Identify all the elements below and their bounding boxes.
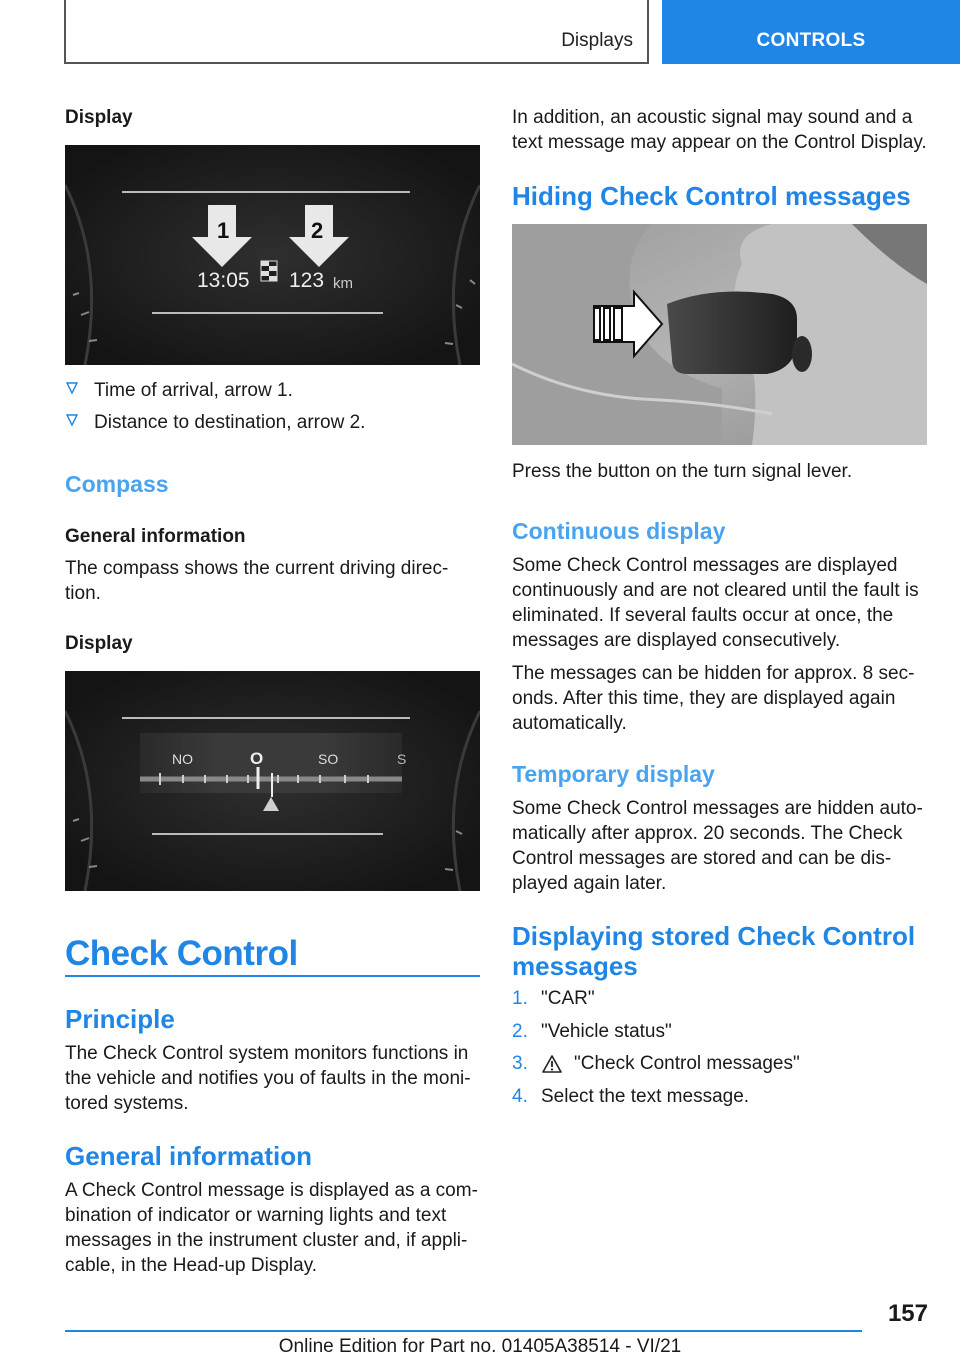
page-number: 157 xyxy=(887,1300,928,1327)
intro-text: In addition, an acoustic signal may sound and a text message may appear on the Control Display. xyxy=(512,107,927,153)
general-information-subheading: General information xyxy=(65,526,246,547)
continuous-display-heading: Continuous display xyxy=(512,518,726,544)
list-item: 4. Select the text message. xyxy=(512,1086,750,1107)
list-item: 2. "Vehicle status" xyxy=(512,1021,672,1042)
title-rule xyxy=(65,975,480,977)
principle-text: The Check Control system monitors functions in the vehicle and notifies you of faults in the moni- tored systems. xyxy=(65,1043,471,1114)
compass-display-image xyxy=(65,671,480,891)
stored-messages-heading: Displaying stored Check Control messages xyxy=(512,921,916,981)
header-chapter-title: CONTROLS xyxy=(756,30,866,51)
compass-heading: Compass xyxy=(65,471,169,497)
hiding-messages-heading: Hiding Check Control messages xyxy=(512,181,911,211)
arrow-1-label: 1 xyxy=(217,218,230,243)
bullet-item: Distance to destination, arrow 2. xyxy=(65,410,480,435)
distance-readout: 123 xyxy=(289,269,325,292)
header-section-title: Displays xyxy=(561,30,633,51)
triangle-bullet-icon xyxy=(65,413,79,427)
header-chapter-tab xyxy=(662,0,960,64)
continuous-display-text-2: The messages can be hidden for approx. 8 sec- onds. After this time, they are displayed again automatically. xyxy=(512,663,915,734)
header-section-box xyxy=(64,0,649,64)
arrival-time-readout: 13:05 xyxy=(197,269,250,292)
list-item: 1. "CAR" xyxy=(512,988,595,1009)
list-item: 3. "Check Control messages" xyxy=(512,1053,800,1074)
compass-label-no: NO xyxy=(172,751,193,767)
press-button-text: Press the button on the turn signal lever. xyxy=(512,461,853,482)
compass-description: The compass shows the current driving direc- tion. xyxy=(65,558,449,604)
display-heading-2: Display xyxy=(65,633,133,654)
general-information-heading: General information xyxy=(65,1141,313,1171)
navigation-display-image xyxy=(65,145,480,365)
continuous-display-text-1: Some Check Control messages are displayed continuously and are not cleared until the fault is eliminated. If several faults occur at once, the messages are displayed consecutively. xyxy=(512,555,919,651)
triangle-bullet-icon xyxy=(65,381,79,395)
compass-label-s: S xyxy=(397,751,407,767)
compass-label-o: O xyxy=(250,749,264,768)
principle-heading: Principle xyxy=(65,1004,175,1034)
steps-list xyxy=(512,988,932,1108)
distance-unit: km xyxy=(333,275,353,292)
general-information-text: A Check Control message is displayed as a com- bination of indicator or warning lights and text messages in the instrument cluster and, if appli- cable, in the Head-up Display. xyxy=(65,1180,478,1276)
turn-signal-lever-image xyxy=(512,224,927,445)
temporary-display-text: Some Check Control messages are hidden auto- matically after approx. 20 seconds. The Check Control messages are stored and can be dis- played again later. xyxy=(512,798,923,894)
display-heading-1: Display xyxy=(65,107,133,128)
footer-rule xyxy=(65,1330,862,1332)
warning-triangle-icon xyxy=(541,1054,563,1074)
check-control-title: Check Control xyxy=(65,934,298,973)
footer-edition-text: Online Edition for Part no. 01405A38514 - VI/21 xyxy=(278,1336,682,1357)
bullet-item: Time of arrival, arrow 1. xyxy=(65,378,480,403)
arrow-2-label: 2 xyxy=(311,218,324,243)
temporary-display-heading: Temporary display xyxy=(512,761,715,787)
compass-label-so: SO xyxy=(318,751,339,767)
